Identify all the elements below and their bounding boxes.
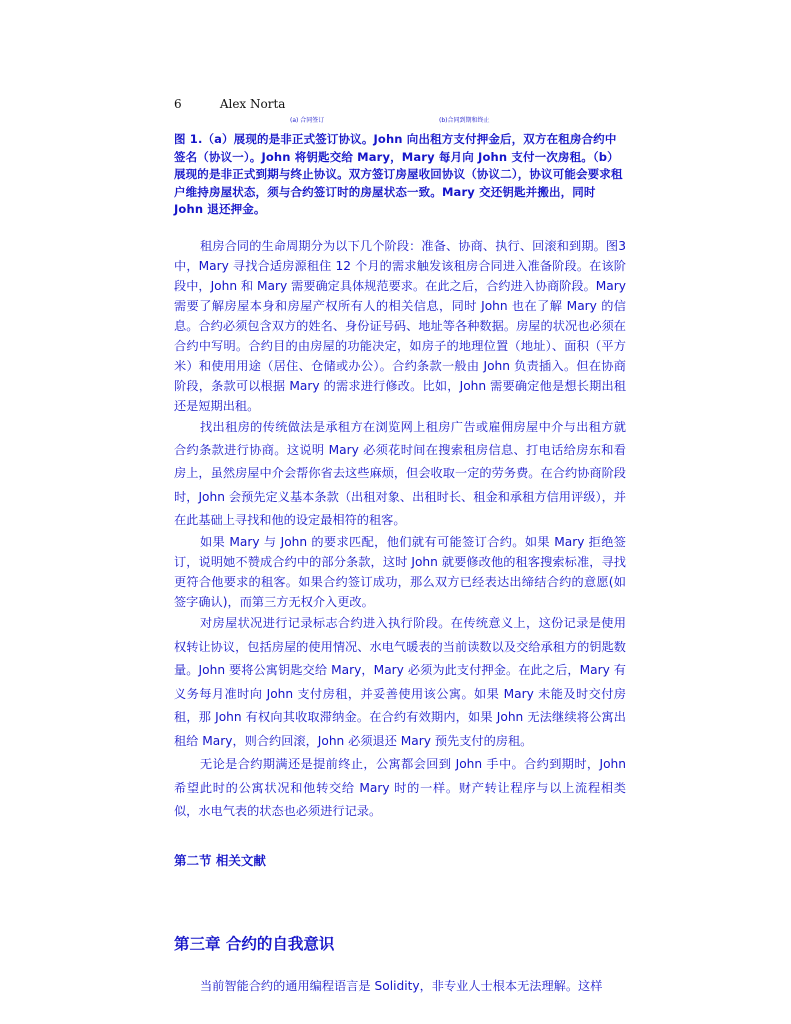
paragraph: 如果 Mary 与 John 的要求匹配，他们就有可能签订合约。如果 Mary 拒绝签订，说明她不赞成合约中的部分条款，这时 John 就要修改他的租客搜索标准，寻找更符合他要求的租客。如果合约签订成功，那么双方已经表达出缔结合约的意愿(如签字确认)，而第三方无权介入更改。 xyxy=(174,535,626,610)
subfigure-caption-a: (a) 合同签订 xyxy=(290,117,325,124)
paragraph: 当前智能合约的通用编程语言是 Solidity，非专业人士根本无法理解。这样 xyxy=(200,979,603,993)
body-text xyxy=(174,236,626,824)
paragraph: 找出租房的传统做法是承租方在浏览网上租房广告或雇佣房屋中介与出租方就合约条款进行协商。这说明 Mary 必须花时间在搜索租房信息、打电话给房东和看房上，虽然房屋中介会帮你省去这些麻烦，但会收取一定的劳务费。在合约协商阶段时，John 会预先定义基本条款（出租对象、出租时长、租金和承租方信用评级），并在此基础上寻找和他的设定最相符的租客。 xyxy=(174,420,626,527)
page-header xyxy=(174,97,285,111)
subfigure-caption-b: (b)合同到期和终止 xyxy=(439,117,490,124)
page-number: 6 xyxy=(174,97,182,111)
paragraph: 租房合同的生命周期分为以下几个阶段：准备、协商、执行、回滚和到期。图3 中，Mary 寻找合适房源租住 12 个月的需求触发该租房合同进入准备阶段。在该阶段中，John 和 Mary 需要确定具体规范要求。在此之后，合约进入协商阶段。Mary 需要了解房屋本身和房屋产权所有人的相关信息，同时 John 也在了解 Mary 的信息。合约必须包含双方的姓名、身份证号码、地址等各种数据。房屋的状况也必须在合约中写明。合约目的由房屋的功能决定，如房子的地理位置（地址）、面积（平方米）和使用用途（居住、仓储或办公）。合约条款一般由 John 负责插入。但在协商阶段，条款可以根据 Mary 的需求进行修改。比如，John 需要确定他是想长期出租还是短期出租。 xyxy=(174,239,626,413)
figure-caption: 图 1.（a）展现的是非正式签订协议。John 向出租方支付押金后，双方在租房合约中签名（协议一）。John 将钥匙交给 Mary，Mary 每月向 John 支付一次房租。（b）展现的是非正式到期与终止协议。双方签订房屋收回协议（协议二），协议可能会要求租户维持房屋状态，须与合约签订时的房屋状态一致。Mary 交还钥匙并搬出，同时 John 退还押金。 xyxy=(174,132,623,216)
paragraph: 无论是合约期满还是提前终止，公寓都会回到 John 手中。合约到期时，John 希望此时的公寓状况和他转交给 Mary 时的一样。财产转让程序与以上流程相类似，水电气表的状态也必须进行记录。 xyxy=(174,757,626,819)
section-heading: 第二节 相关文献 xyxy=(174,853,266,868)
paragraph: 对房屋状况进行记录标志合约进入执行阶段。在传统意义上，这份记录是使用权转让协议，包括房屋的使用情况、水电气暖表的当前读数以及交给承租方的钥匙数量。John 要将公寓钥匙交给 Mary，Mary 必须为此支付押金。在此之后，Mary 有义务每月准时向 John 支付房租，并妥善使用该公寓。如果 Mary 未能及时交付房租，那 John 有权向其收取滞纳金。在合约有效期内，如果 John 无法继续将公寓出租给 Mary，则合约回滚，John 必须退还 Mary 预先支付的房租。 xyxy=(174,616,626,748)
chapter-heading: 第三章 合约的自我意识 xyxy=(174,935,335,953)
running-author: Alex Norta xyxy=(219,97,286,111)
